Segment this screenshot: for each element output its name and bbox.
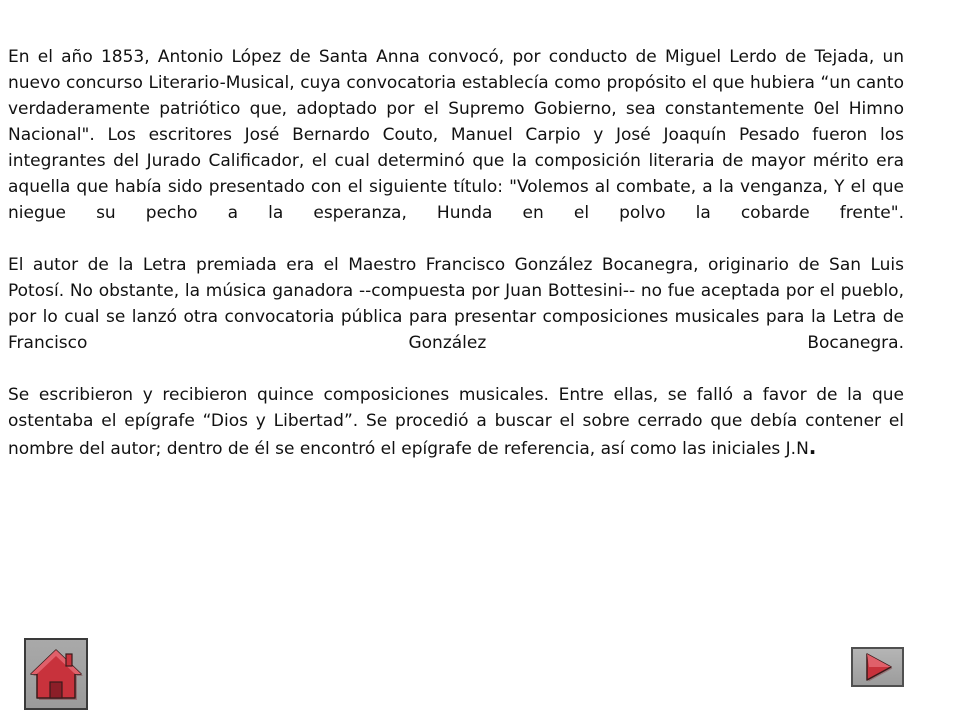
- paragraph-3-text: Se escribieron y recibieron quince composiciones musicales. Entre ellas, se falló a favor de la que ostentaba el epígrafe “Dios y Libertad”. Se procedió a buscar el sobre cerrado que debía contener el nombre del autor; dentro de él se encontró el epígrafe de referencia, así como las iniciales J.N: [8, 385, 904, 459]
- play-right-icon: [853, 649, 902, 685]
- body-text: [8, 44, 904, 462]
- home-icon: [26, 640, 86, 708]
- paragraph-3: [8, 382, 904, 462]
- paragraph-3-final-period: .: [808, 435, 817, 459]
- paragraph-2: El autor de la Letra premiada era el Maestro Francisco González Bocanegra, originario de San Luis Potosí. No obstante, la música ganadora --compuesta por Juan Bottesini-- no fue aceptada por el pueblo, por lo cual se lanzó otra convocatoria pública para presentar composiciones musicales para la Letra de Francisco González Bocanegra.: [8, 255, 904, 353]
- home-button[interactable]: [24, 638, 88, 710]
- next-slide-button[interactable]: [851, 647, 904, 687]
- paragraph-1: En el año 1853, Antonio López de Santa Anna convocó, por conducto de Miguel Lerdo de Tejada, un nuevo concurso Literario-Musical, cuya convocatoria establecía como propósito el que hubiera “un canto verdaderamente patriótico que, adoptado por el Supremo Gobierno, sea constantemente 0el Himno Nacional". Los escritores José Bernardo Couto, Manuel Carpio y José Joaquín Pesado fueron los integrantes del Jurado Calificador, el cual determinó que la composición literaria de mayor mérito era aquella que había sido presentado con el siguiente título: "Volemos al combate, a la venganza, Y el que niegue su pecho a la esperanza, Hunda en el polvo la cobarde frente".: [8, 47, 904, 223]
